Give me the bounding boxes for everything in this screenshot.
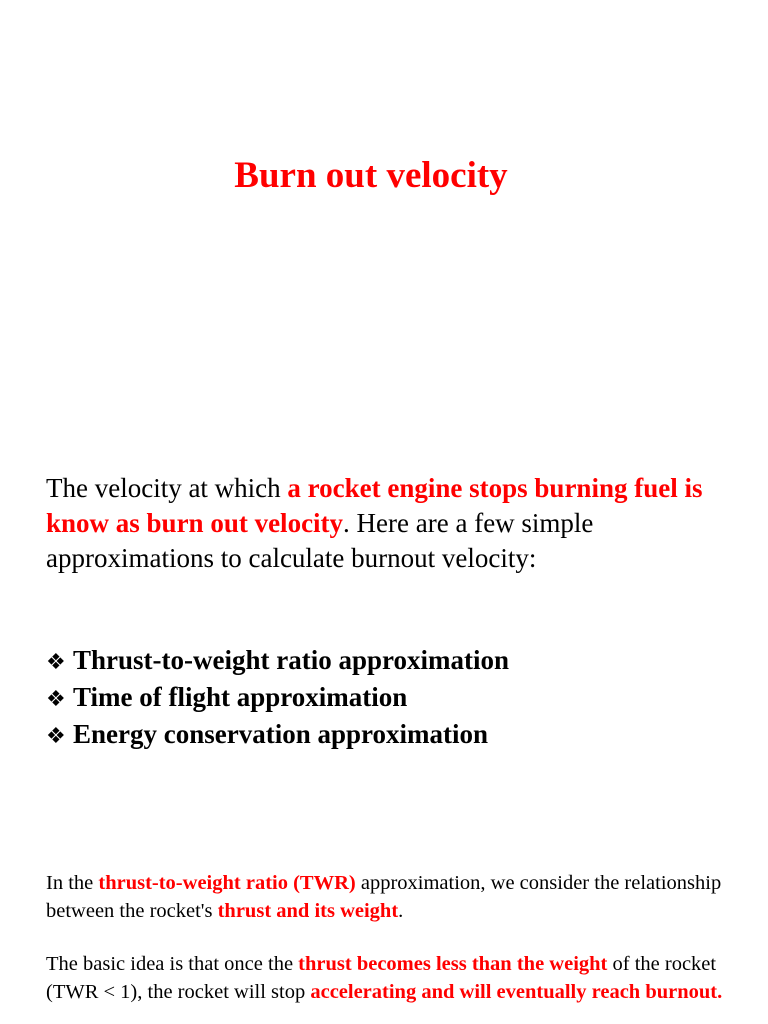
list-item-twr	[46, 643, 746, 680]
basic-idea-paragraph	[46, 950, 761, 1006]
diamond-bullet-icon: ❖	[46, 724, 66, 749]
list-item-label: Energy conservation approximation	[73, 719, 489, 749]
para-highlight: thrust becomes less than the weight	[298, 953, 608, 975]
para-highlight: thrust-to-weight ratio (TWR)	[98, 872, 356, 894]
para-highlight: accelerating and will eventually reach burnout.	[310, 981, 723, 1003]
diamond-bullet-icon: ❖	[46, 687, 66, 712]
para-text: In the	[46, 872, 99, 894]
para-highlight: thrust and its weight	[217, 900, 399, 922]
para-text: The basic idea is that once the	[46, 953, 299, 975]
intro-paragraph	[46, 471, 746, 576]
list-item-label: Thrust-to-weight ratio approximation	[73, 645, 509, 675]
intro-text: The velocity at which	[46, 473, 288, 503]
para-text: approximation, we consider the relationship between the rocket's	[46, 872, 722, 922]
list-item-time-of-flight	[46, 680, 746, 717]
approximation-list	[46, 643, 746, 754]
intro-text-2: . Here are a few simple approximations to calculate burnout velocity:	[46, 508, 594, 573]
intro-highlight: a rocket engine stops burning fuel is know as burn out velocity	[46, 473, 703, 538]
para-text: .	[398, 900, 404, 922]
twr-paragraph	[46, 869, 761, 925]
diamond-bullet-icon: ❖	[46, 650, 66, 675]
para-text: of the rocket (TWR < 1), the rocket will stop	[46, 953, 717, 1003]
page-title: Burn out velocity	[234, 155, 508, 196]
list-item-label: Time of flight approximation	[73, 682, 408, 712]
list-item-energy-conservation	[46, 717, 746, 754]
